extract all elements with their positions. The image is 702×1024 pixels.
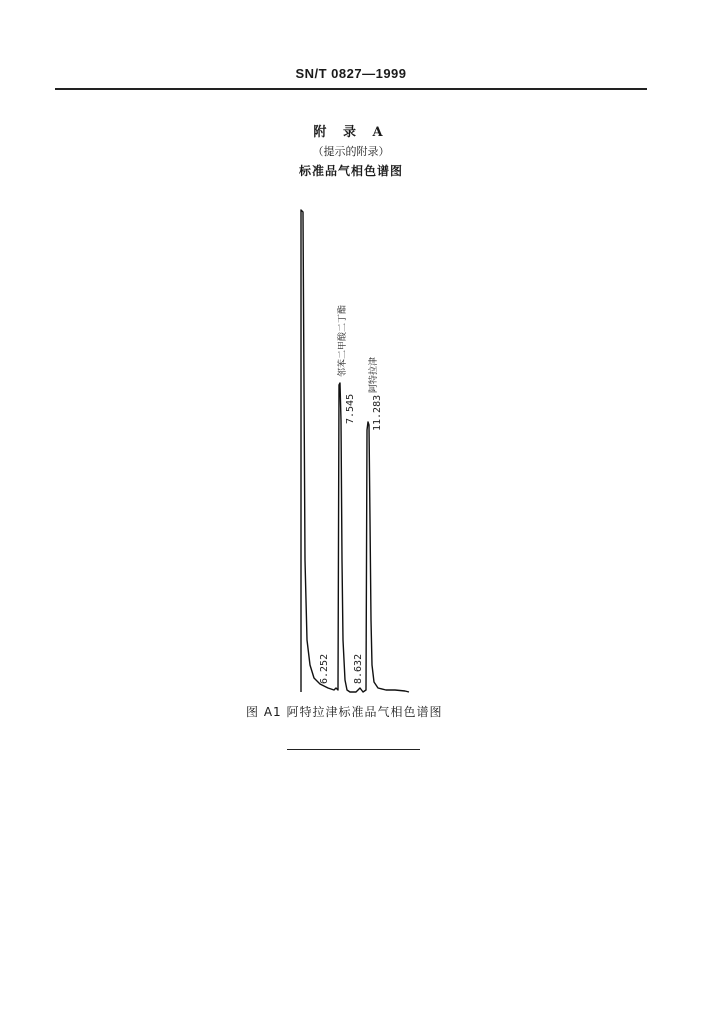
- rt-label-3: 8.632: [353, 653, 364, 684]
- rt-label-1: 6.252: [319, 653, 330, 684]
- compound-label-2: 阿特拉津: [369, 356, 379, 393]
- rt-label-4: 11.283: [372, 394, 383, 431]
- rt-label-2: 7.545: [345, 393, 356, 424]
- chromatogram-trace: [301, 210, 409, 692]
- figure-caption: 图 A1 阿特拉津标准品气相色谱图: [246, 705, 443, 719]
- section-title: 标准品气相色谱图: [298, 164, 403, 178]
- footer-rule: [287, 749, 420, 750]
- appendix-note: （提示的附录）: [312, 145, 390, 158]
- compound-label-1: 邻苯二甲酸二丁酯: [338, 304, 348, 377]
- appendix-title: 附 录 A: [313, 125, 389, 140]
- standard-code: SN/T 0827—1999: [295, 66, 407, 81]
